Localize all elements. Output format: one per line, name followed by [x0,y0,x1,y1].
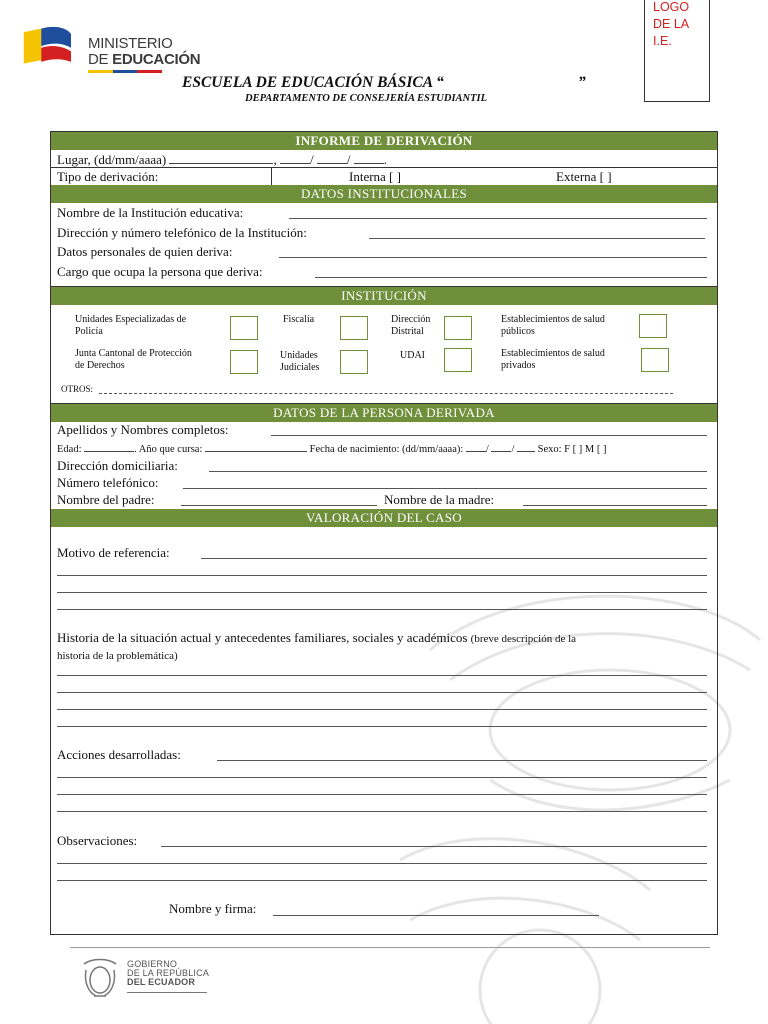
slash: / [485,444,489,455]
reason-field[interactable] [201,558,707,559]
government-wordmark [127,960,209,987]
label-line: Establecimientos de salud [501,314,605,325]
cantonal-checkbox[interactable] [230,350,258,374]
others-field[interactable] [99,393,673,394]
history-text: Historia de la situación actual y antecedentes familiares, sociales y académicos [57,630,468,645]
history-note: (breve descripción de la [470,633,577,645]
referrer-position-label: Cargo que ocupa la persona que deriva: [57,264,263,279]
label-line: Dirección [391,314,431,325]
others-label: OTROS: [61,384,94,394]
label-line: privados [501,360,536,371]
home-address-label: Dirección domiciliaria: [57,458,178,473]
age-field[interactable] [84,441,134,452]
home-address-field[interactable] [209,471,707,472]
history-note-2: historia de la problemática) [57,650,178,662]
section-case-assessment: VALORACIÓN DEL CASO [51,509,717,527]
grade-field[interactable] [205,441,307,452]
sex-field[interactable]: Sexo: F [ ] M [ ] [537,444,607,455]
divider [271,167,272,185]
private-health-checkbox[interactable] [641,348,669,372]
actions-line[interactable] [57,794,707,795]
full-name-field[interactable] [271,435,707,436]
label-line: Junta Cantonal de Protección [75,348,192,359]
actions-line[interactable] [57,777,707,778]
birth-year-field[interactable] [517,441,535,452]
logo-placeholder-line: DE LA [653,17,690,31]
form-title: INFORME DE DERIVACIÓN [51,132,717,150]
actions-line[interactable] [57,811,707,812]
reason-line[interactable] [57,592,707,593]
period: . [383,152,387,167]
mother-name-label: Nombre de la madre: [384,492,495,507]
footer-divider [70,947,710,948]
option-prosecutor-label [283,314,314,326]
logo-placeholder-line: I.E. [653,34,672,48]
label-line: de Derechos [75,360,125,371]
actions-field[interactable] [217,760,707,761]
ministry-de: DE [88,51,113,68]
label-line: Policía [75,326,103,337]
history-line[interactable] [57,709,707,710]
option-cantonal-label [75,348,192,372]
police-checkbox[interactable] [230,316,258,340]
grade-label: . Año que cursa: [134,444,203,455]
udai-checkbox[interactable] [444,348,472,372]
ecuador-coat-of-arms-icon [80,955,120,1001]
phone-field[interactable] [183,488,707,489]
year-field[interactable] [354,151,384,164]
mother-name-field[interactable] [523,505,707,506]
place-field[interactable] [169,151,273,164]
divider [51,167,717,168]
institution-address-label: Dirección y número telefónico de la Institución: [57,225,307,240]
label-line: Unidades Especializadas de [75,314,187,325]
section-institution: INSTITUCIÓN [51,287,717,305]
option-udai-label [400,350,425,362]
institution-name-field[interactable] [289,218,707,219]
institution-address-field[interactable] [369,238,705,239]
section-institutional: DATOS INSTITUCIONALES [51,185,717,203]
father-name-field[interactable] [181,505,377,506]
label-line: públicos [501,326,535,337]
place-date-label: Lugar, (dd/mm/aaaa) [57,152,167,167]
history-line[interactable] [57,726,707,727]
option-public-health-label [501,314,605,338]
age-label: Edad: [57,444,82,455]
judicial-checkbox[interactable] [340,350,368,374]
referrer-position-field[interactable] [315,277,707,278]
internal-option[interactable]: Interna [ ] [349,169,401,184]
prosecutor-checkbox[interactable] [340,316,368,340]
history-label [57,630,576,647]
gov-line: DE LA REPÚBLICA [127,968,210,978]
gov-line-bold: DEL ECUADOR [127,977,196,987]
slash: / [309,152,314,167]
gov-underline [127,992,207,993]
label-line: Judiciales [280,362,320,373]
ministry-education: EDUCACIÓN [112,51,201,68]
day-field[interactable] [280,151,310,164]
phone-label: Número telefónico: [57,475,159,490]
label-line: Establecimientos de salud [501,348,605,359]
birth-month-field[interactable] [491,441,511,452]
slash: / [346,152,351,167]
district-checkbox[interactable] [444,316,472,340]
observations-line[interactable] [57,880,707,881]
label-line: Distrital [391,326,424,337]
public-health-checkbox[interactable] [639,314,667,338]
gov-line [127,978,209,987]
reason-label: Motivo de referencia: [57,545,170,560]
history-line[interactable] [57,692,707,693]
label-line: Fiscalía [283,314,315,325]
birth-date-label: Fecha de nacimiento: (dd/mm/aaaa): [309,444,464,455]
ministry-logo-icon [22,22,78,72]
label-line: UDAI [400,350,425,361]
signature-label: Nombre y firma: [169,901,257,916]
option-private-health-label [501,348,605,372]
place-date-row [57,151,387,168]
option-district-label [391,314,430,338]
observations-line[interactable] [57,863,707,864]
father-name-label: Nombre del padre: [57,492,155,507]
referrer-data-label: Datos personales de quien deriva: [57,244,233,259]
reason-line[interactable] [57,609,707,610]
slash: / [511,444,515,455]
signature-field[interactable] [273,915,599,916]
external-option[interactable]: Externa [ ] [556,169,612,184]
department-title: DEPARTAMENTO DE CONSEJERÍA ESTUDIANTIL [245,93,488,104]
birth-day-field[interactable] [466,441,486,452]
month-field[interactable] [317,151,347,164]
referrer-data-field[interactable] [279,257,707,258]
full-name-label: Apellidos y Nombres completos: [57,422,229,437]
age-grade-birth-row [57,441,606,458]
observations-label: Observaciones: [57,833,138,848]
history-line[interactable] [57,675,707,676]
option-judicial-label [280,350,319,374]
ministry-color-bar [88,70,162,73]
logo-placeholder-line: LOGO [653,0,690,14]
observations-field[interactable] [161,846,707,847]
section-referred-person: DATOS DE LA PERSONA DERIVADA [51,404,717,422]
derivation-type-label: Tipo de derivación: [57,169,159,184]
label-line: Unidades [280,350,318,361]
actions-label: Acciones desarrolladas: [57,747,181,762]
option-police-label [75,314,186,338]
ministry-line1: MINISTERIO [88,35,173,52]
reason-line[interactable] [57,575,707,576]
school-title-close-quote: ” [578,74,586,91]
ministry-wordmark [88,36,200,68]
institution-name-label: Nombre de la Institución educativa: [57,205,244,220]
school-logo-placeholder [644,0,710,102]
place-sep: , [273,152,277,167]
referral-form [50,131,718,935]
school-title-text: ESCUELA DE EDUCACIÓN BÁSICA “ [182,74,444,91]
gov-line: GOBIERNO [127,959,178,969]
ministry-line2 [88,52,200,68]
